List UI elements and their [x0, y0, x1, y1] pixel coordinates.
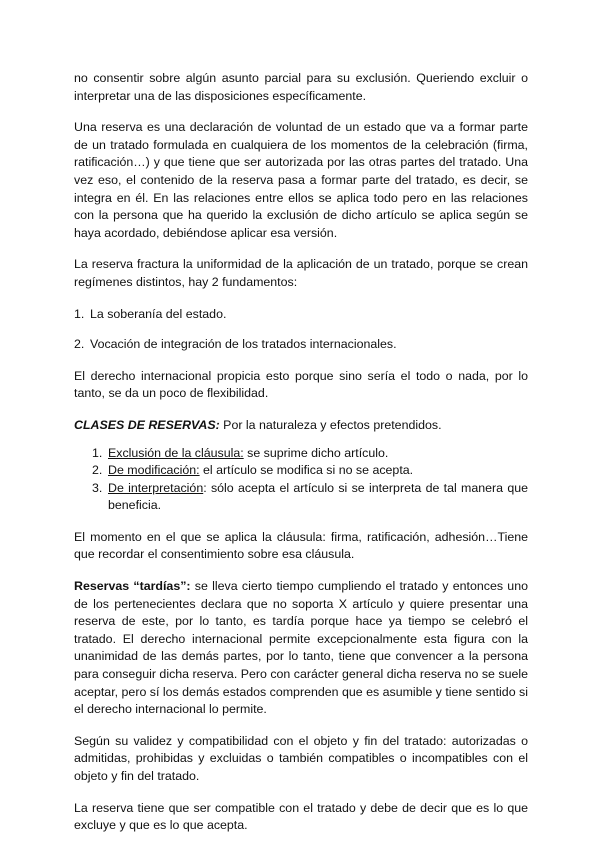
paragraph-definicion-reserva: Una reserva es una declaración de voluntad de un estado que va a formar parte de un tratado formulada en cualquiera de los momentos de la celebración (firma, ratificación…) y que tiene que ser autorizada por las otras partes del tratado. Una vez eso, el contenido de la reserva pasa a formar parte del tratado, es decir, se integra en él. En las relaciones entre ellos se aplica todo pero en las relaciones con la persona que ha querido la exclusión de dicho artículo se aplica según se haya acordado, debiéndose aplicar esa versión.: [74, 120, 528, 240]
paragraph-validez: Según su validez y compatibilidad con el objeto y fin del tratado: autorizadas o admitidas, prohibidas y excluidas o también compatibles o incompatibles con el objeto y fin del tratado.: [74, 733, 528, 783]
tardias-term: Reservas “tardías”:: [74, 579, 191, 594]
list-item-description: se suprime dicho artículo.: [243, 445, 389, 460]
paragraph-tardias: [74, 578, 528, 719]
list-item-number: 2.: [74, 337, 85, 352]
list-item-number: 3.: [92, 480, 103, 495]
document-page: [74, 70, 528, 849]
list-item-term: De interpretación: [108, 480, 204, 495]
list-item-term: Exclusión de la cláusula:: [108, 445, 244, 460]
list-item-description: el artículo se modifica si no se acepta.: [199, 463, 414, 478]
list-item: [74, 306, 528, 324]
list-item-number: 2.: [92, 463, 103, 478]
list-item-text: Vocación de integración de los tratados internacionales.: [90, 337, 397, 352]
clases-intro: Por la naturaleza y efectos pretendidos.: [219, 417, 442, 432]
clases-heading: CLASES DE RESERVAS:: [74, 417, 220, 432]
list-item: [92, 462, 528, 480]
list-item-text: [108, 462, 528, 480]
tardias-text: se lleva cierto tiempo cumpliendo el tratado y entonces uno de los pertenecientes declara que no soporta X artículo y quiere presentar una reserva de este, por lo tanto, es tardía porque hace ya tiempo se celebró el tratado. El derecho internacional permite excepcionalmente esta figura con la unanimidad de las demás partes, por lo tanto, tiene que convencer a la persona para conseguir dicha reserva. Pero con carácter general dicha reserva no se suele aceptar, pero sí los demás estados comprenden que es asumible y tiene sentido si el derecho internacional lo permite.: [74, 579, 528, 717]
list-item: [92, 480, 528, 515]
list-item: [74, 336, 528, 354]
list-item-text: [108, 480, 528, 515]
paragraph-compatible: La reserva tiene que ser compatible con el tratado y debe de decir que es lo que excluye y que es lo que acepta.: [74, 800, 528, 833]
list-item: [92, 445, 528, 463]
list-item-text: La soberanía del estado.: [90, 306, 227, 321]
list-item-description: : sólo acepta el artículo si se interpreta de tal manera que beneficia.: [108, 480, 529, 513]
paragraph-momento: El momento en el que se aplica la cláusula: firma, ratificación, adhesión…Tiene que recordar el consentimiento sobre esa cláusula.: [74, 529, 528, 562]
clases-heading-line: [74, 417, 528, 435]
list-item-number: 1.: [74, 306, 85, 321]
list-item-number: 1.: [92, 445, 103, 460]
paragraph-fractura: La reserva fractura la uniformidad de la aplicación de un tratado, porque se crean regímenes distintos, hay 2 fundamentos:: [74, 257, 528, 289]
clases-list: [74, 445, 528, 515]
paragraph-exclusion: no consentir sobre algún asunto parcial para su exclusión. Queriendo excluir o interpretar una de las disposiciones específicamente.: [74, 71, 528, 103]
fundamentos-list: [74, 306, 528, 354]
paragraph-flexibilidad: El derecho internacional propicia esto porque sino sería el todo o nada, por lo tanto, se da un poco de flexibilidad.: [74, 368, 528, 401]
list-item-text: [108, 445, 528, 463]
list-item-term: De modificación:: [108, 463, 200, 478]
